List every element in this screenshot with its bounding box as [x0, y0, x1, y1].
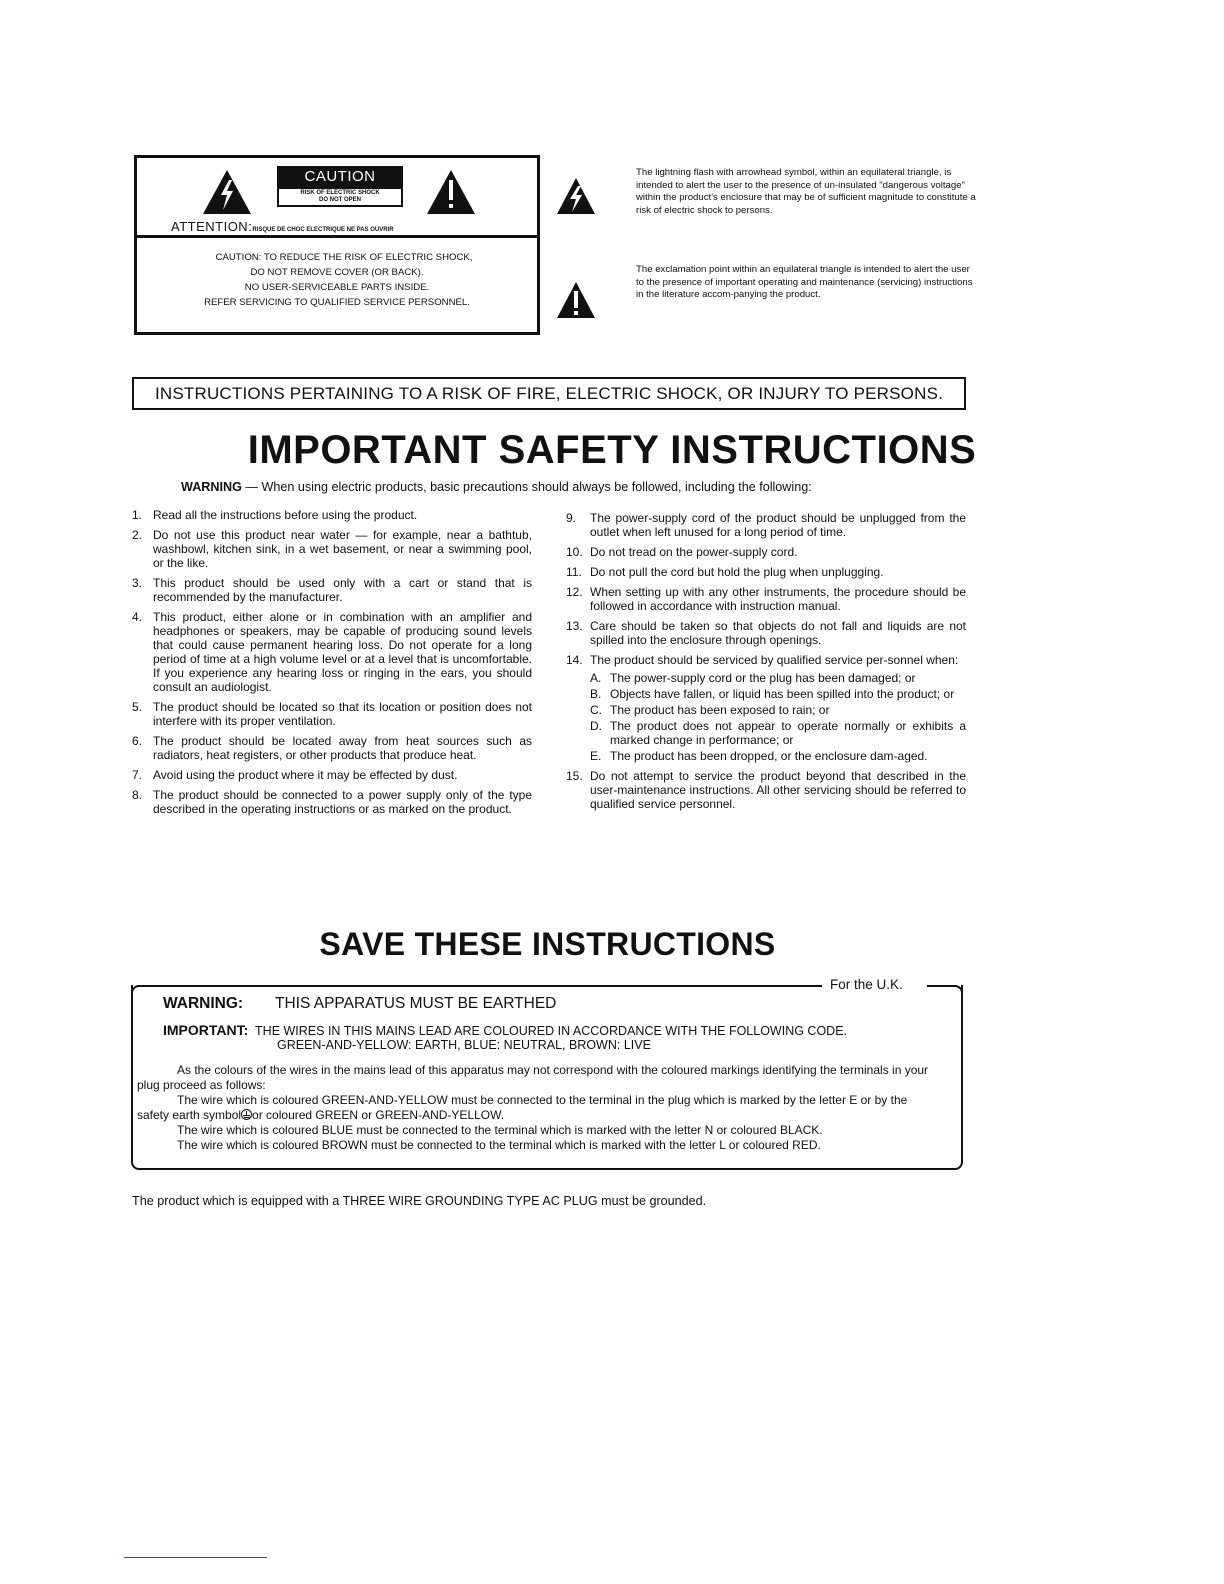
item-number: 1. — [132, 508, 143, 522]
item-number: 9. — [566, 511, 577, 525]
divider — [124, 1557, 267, 1558]
caution-line: DO NOT REMOVE COVER (OR BACK). — [250, 267, 424, 278]
caution-subtitle-line: DO NOT OPEN — [318, 197, 361, 203]
uk-important-label: IMPORTANT: — [163, 1022, 249, 1038]
instructions-left-column — [132, 508, 532, 822]
item-text: Read all the instructions before using the product. — [153, 508, 418, 522]
uk-color-code: GREEN-AND-YELLOW: EARTH, BLUE: NEUTRAL, BROWN: LIVE — [277, 1038, 651, 1052]
sub-list — [590, 671, 966, 763]
item-text: The power-supply cord of the product should be unplugged from the outlet when left unused for a long period of time. — [590, 511, 966, 539]
list-item — [132, 700, 532, 728]
uk-important-text: THE WIRES IN THIS MAINS LEAD ARE COLOURED IN ACCORDANCE WITH THE FOLLOWING CODE. — [255, 1024, 848, 1038]
exclamation-symbol-description: The exclamation point within an equilateral triangle is intended to alert the user to the presence of important operating and maintenance (servicing) instructions in the literature accom-panying the product. — [636, 264, 973, 301]
uk-paragraph: The wire which is coloured BROWN must be connected to the terminal which is marked with the letter L or coloured RED. — [177, 1138, 821, 1152]
item-text: Do not use this product near water — for example, near a bathtub, washbowl, kitchen sink, in a wet basement, or near a swimming pool, or the like. — [153, 528, 532, 570]
item-text: Do not attempt to service the product beyond that described in the user-maintenance instructions. All other servicing should be referred to qualified service personnel. — [590, 769, 966, 811]
item-text: Do not tread on the power-supply cord. — [590, 545, 798, 559]
item-text: The product should be serviced by qualified service per-sonnel when: — [590, 653, 959, 667]
item-number: 4. — [132, 610, 143, 624]
list-item — [566, 769, 966, 811]
item-text: Do not pull the cord but hold the plug when unplugging. — [590, 565, 884, 579]
caution-label — [134, 155, 540, 335]
earth-symbol-icon — [241, 1109, 252, 1120]
exclamation-triangle-icon — [557, 282, 595, 318]
item-text: The product should be located away from heat sources such as radiators, heat registers, or other products that produce heat. — [153, 734, 532, 762]
list-item — [132, 576, 532, 604]
instructions-banner: INSTRUCTIONS PERTAINING TO A RISK OF FIRE, ELECTRIC SHOCK, OR INJURY TO PERSONS. — [132, 377, 966, 410]
caution-subtitle — [277, 187, 403, 207]
item-text: This product should be used only with a cart or stand that is recommended by the manufacturer. — [153, 576, 532, 604]
item-number: 12. — [566, 585, 583, 599]
item-text: The product should be connected to a power supply only of the type described in the operating instructions or as marked on the product. — [153, 788, 532, 816]
sub-item-text: The product does not appear to operate normally or exhibits a marked change in performance; or — [610, 719, 966, 747]
sub-list-item — [590, 749, 966, 763]
divider — [131, 985, 822, 995]
uk-paragraph: The wire which is coloured BLUE must be connected to the terminal which is marked with the letter N or coloured BLACK. — [177, 1123, 823, 1137]
sub-item-text: The product has been exposed to rain; or — [610, 703, 830, 717]
sub-item-text: Objects have fallen, or liquid has been spilled into the product; or — [610, 687, 955, 701]
attention-text: RISQUE DE CHOC ELECTRIQUE NE PAS OUVRIR — [252, 227, 394, 233]
item-number: 3. — [132, 576, 143, 590]
list-item — [566, 565, 966, 579]
instructions-right-column — [566, 511, 966, 817]
sub-list-item — [590, 703, 966, 717]
caution-text — [137, 250, 537, 310]
list-item — [132, 734, 532, 762]
uk-paragraph: As the colours of the wires in the mains lead of this apparatus may not correspond with the coloured markings identifying the terminals in your plug proceed as follows: — [137, 1063, 929, 1092]
caution-subtitle-line: RISK OF ELECTRIC SHOCK — [300, 190, 380, 196]
sub-list-item — [590, 671, 966, 685]
item-number: 7. — [132, 768, 143, 782]
uk-wiring-instructions — [137, 1063, 937, 1153]
divider — [927, 985, 963, 995]
warning-label: WARNING — [181, 480, 242, 494]
sub-item-letter: C. — [590, 703, 602, 717]
item-text: When setting up with any other instruments, the procedure should be followed in accordance with instruction manual. — [590, 585, 966, 613]
caution-line: CAUTION: TO REDUCE THE RISK OF ELECTRIC SHOCK, — [215, 252, 473, 263]
grounding-note: The product which is equipped with a THREE WIRE GROUNDING TYPE AC PLUG must be grounded. — [132, 1194, 707, 1208]
page-title: IMPORTANT SAFETY INSTRUCTIONS — [247, 428, 977, 472]
attention-line — [171, 219, 394, 234]
sub-list-item — [590, 719, 966, 747]
uk-important — [163, 1023, 847, 1052]
sub-item-letter: B. — [590, 687, 602, 701]
uk-warning — [163, 995, 556, 1013]
caution-title: CAUTION — [277, 166, 403, 187]
list-item — [132, 788, 532, 816]
uk-paragraph-text: The wire which is coloured GREEN-AND-YELLOW must be connected to the terminal in the plug which is marked by the letter E or by the safety earth symbol — [137, 1093, 908, 1122]
sub-item-letter: A. — [590, 671, 602, 685]
uk-warning-label: WARNING: — [163, 995, 244, 1012]
list-item — [566, 653, 966, 763]
warning-text: — When using electric products, basic precautions should always be followed, including the following: — [241, 480, 812, 494]
lightning-symbol-description: The lightning flash with arrowhead symbol, within an equilateral triangle, is intended to alert the user to the presence of un-insulated "dangerous voltage" within the product's enclosure that may be of sufficient magnitude to constitute a risk of electric shock to persons. — [636, 167, 976, 216]
item-number: 5. — [132, 700, 143, 714]
sub-item-text: The product has been dropped, or the enclosure dam-aged. — [610, 749, 928, 763]
list-item — [132, 610, 532, 694]
uk-wiring-box — [131, 977, 963, 1170]
attention-prefix: ATTENTION: — [171, 219, 253, 234]
uk-label: For the U.K. — [830, 977, 903, 992]
sub-item-letter: D. — [590, 719, 602, 733]
item-number: 11. — [566, 565, 582, 579]
list-item — [566, 545, 966, 559]
item-number: 13. — [566, 619, 583, 633]
list-item — [132, 508, 532, 522]
list-item — [132, 768, 532, 782]
item-number: 2. — [132, 528, 143, 542]
sub-item-text: The power-supply cord or the plug has been damaged; or — [610, 671, 916, 685]
item-text: Care should be taken so that objects do not fall and liquids are not spilled into the enclosure through openings. — [590, 619, 966, 647]
lightning-triangle-icon — [557, 178, 595, 214]
item-number: 10. — [566, 545, 583, 559]
caution-sign — [277, 166, 403, 207]
sub-list-item — [590, 687, 966, 701]
item-text: The product should be located so that its location or position does not interfere with its proper ventilation. — [153, 700, 532, 728]
uk-warning-text: THIS APPARATUS MUST BE EARTHED — [275, 995, 557, 1012]
item-number: 6. — [132, 734, 143, 748]
item-number: 15. — [566, 769, 583, 783]
sub-item-letter: E. — [590, 749, 602, 763]
uk-paragraph-text: or coloured GREEN or GREEN-AND-YELLOW. — [252, 1108, 505, 1122]
item-text: This product, either alone or in combination with an amplifier and headphones or speakers, may be capable of producing sound levels that could cause permanent hearing loss. Do not operate for a long period of time at a high volume level or at a level that is uncomfortable. If you experience any hearing loss or ringing in the ears, you should consult an audiologist. — [153, 610, 532, 694]
save-instructions-title: SAVE THESE INSTRUCTIONS — [319, 926, 776, 962]
uk-paragraph — [137, 1093, 937, 1123]
item-number: 14. — [566, 653, 583, 667]
caution-line: REFER SERVICING TO QUALIFIED SERVICE PERSONNEL. — [204, 297, 470, 308]
lightning-warning-icon — [203, 170, 251, 214]
warning-line — [181, 480, 812, 494]
list-item — [132, 528, 532, 570]
list-item — [566, 585, 966, 613]
list-item — [566, 511, 966, 539]
caution-label-header — [137, 158, 537, 238]
list-item — [566, 619, 966, 647]
exclamation-warning-icon — [427, 170, 475, 214]
caution-line: NO USER-SERVICEABLE PARTS INSIDE. — [244, 282, 430, 293]
item-text: Avoid using the product where it may be effected by dust. — [153, 768, 458, 782]
item-number: 8. — [132, 788, 143, 802]
